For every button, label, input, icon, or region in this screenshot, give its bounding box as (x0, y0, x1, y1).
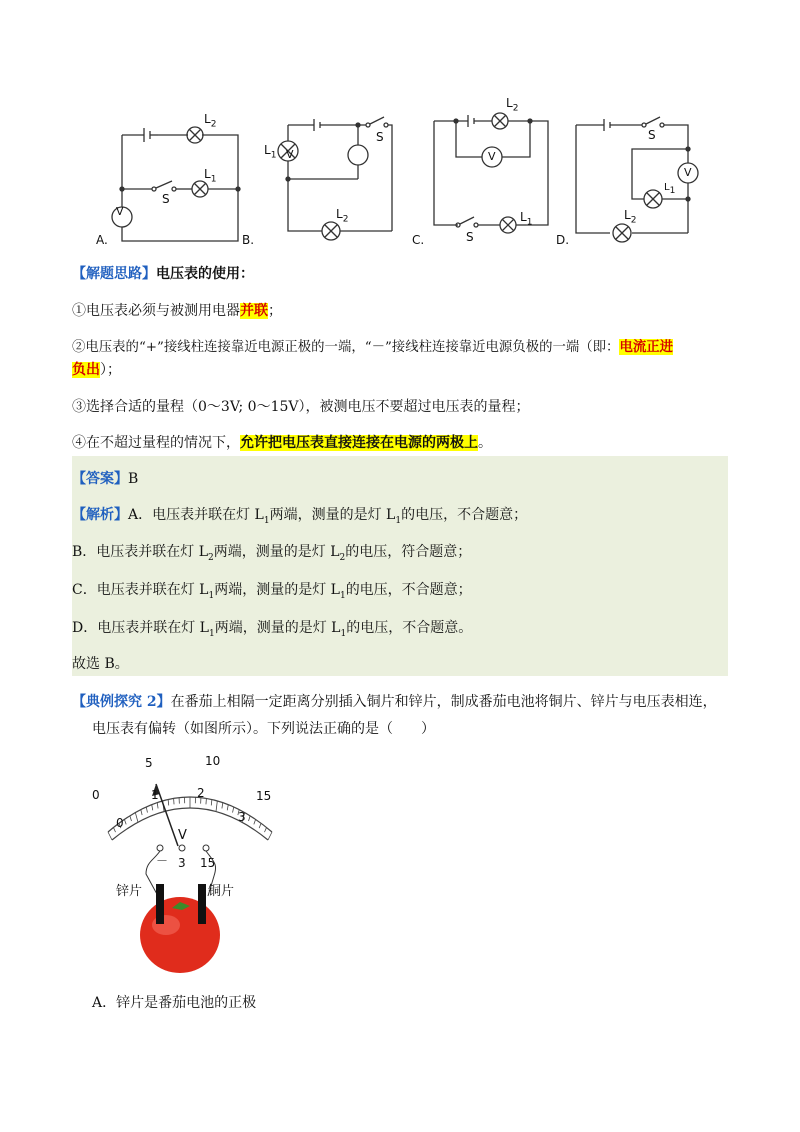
example-line-1: 【典例探究 2】在番茄上相隔一定距离分别插入铜片和锌片，制成番茄电池将铜片、锌片与电压表相连， (72, 694, 717, 710)
dial-tick (259, 823, 261, 828)
analysis-c: C．电压表并联在灯 $L_1$两端，测量的是灯 $L_1$的电压，不合题意； (72, 582, 472, 601)
dial-tick (233, 807, 234, 813)
lamp-l2-label-b: $L_2$ (336, 207, 349, 225)
switch-label-a: S (162, 192, 170, 206)
thinking-point-4: ④在不超过量程的情况下，允许把电压表直接连接在电源的两极上。 (72, 435, 492, 451)
lamp-l2-label-a: $L_2$ (204, 112, 217, 130)
thinking-point-2-cont: 负出）； (72, 362, 121, 378)
voltmeter-label-c: V (488, 150, 496, 163)
circuit-a (112, 127, 240, 241)
voltmeter-symbol: V (178, 828, 187, 843)
dial-tick (135, 813, 138, 823)
lamp-l1-label-d: $L_1$ (664, 182, 676, 196)
analysis-d: D．电压表并联在灯 $L_1$两端，测量的是灯 $L_1$的电压，不合题意。 (72, 620, 473, 639)
dial-lower-3: 3 (238, 810, 246, 824)
dial-tick (216, 801, 217, 812)
terminal-3: 3 (178, 856, 186, 870)
thinking-point-1: ①电压表必须与被测用电器并联； (72, 303, 282, 319)
zinc-label: 锌片 (116, 884, 143, 899)
dial-tick (141, 810, 142, 815)
circuit-b (278, 117, 392, 240)
circuit-d (576, 117, 698, 242)
option-label-c: C. (412, 233, 425, 247)
terminal-negative: － (156, 854, 169, 868)
answer-line: 【答案】B (72, 471, 139, 487)
dial-lower-0: 0 (116, 816, 124, 830)
dial-lower-1: 1 (151, 788, 159, 802)
lamp-l2-label-d: $L_2$ (624, 208, 637, 226)
dial-tick (108, 832, 112, 840)
copper-label: 铜片 (208, 884, 235, 899)
lamp-l1-label-c: $L_1$ (520, 210, 533, 228)
dial-tick (264, 827, 266, 832)
analysis-conclusion: 故选 B。 (72, 656, 129, 672)
option-label-d: D. (556, 233, 570, 247)
dial-tick (211, 799, 212, 805)
dial-upper-15: 15 (256, 789, 272, 803)
analysis-a: 【解析】A．电压表并联在灯 $L_1$两端，测量的是灯 $L_1$的电压，不合题意； (72, 507, 528, 526)
voltmeter-label-d: V (684, 166, 692, 179)
thinking-point-3: ③选择合适的量程（0～3V; 0～15V），被测电压不要超过电压表的量程； (72, 399, 530, 415)
thinking-heading: 【解题思路】电压表的使用： (72, 266, 254, 282)
dial-tick (152, 805, 153, 811)
dial-tick (124, 819, 126, 824)
lamp-l2-label-c: $L_2$ (506, 96, 519, 114)
switch-label-b: S (376, 130, 384, 144)
dial-tick (222, 803, 223, 809)
dial-tick (254, 819, 256, 824)
tomato-battery (110, 840, 260, 980)
dial-tick (168, 799, 169, 805)
dial-upper-0: 0 (92, 788, 100, 802)
circuit-diagrams (80, 95, 720, 255)
option-a: A．锌片是番茄电池的正极 (92, 995, 257, 1011)
voltmeter-label-b: V (286, 148, 294, 161)
dial-lower-2: 2 (197, 786, 205, 800)
dial-tick (146, 807, 147, 813)
example-line-2: 电压表有偏转（如图所示）。下列说法正确的是（ ） (92, 721, 435, 737)
dial-upper-10: 10 (205, 754, 221, 768)
analysis-b: B．电压表并联在灯 $L_2$两端，测量的是灯 $L_2$的电压，符合题意； (72, 544, 472, 563)
dial-upper-5: 5 (145, 756, 153, 770)
terminal-15: 15 (200, 856, 216, 870)
lamp-l1-label-a: $L_1$ (204, 167, 217, 185)
dial-tick (157, 803, 158, 809)
voltmeter-label-a: V (116, 205, 124, 218)
dial-tick (227, 805, 228, 811)
option-label-a: A. (96, 233, 108, 247)
dial-tick (268, 832, 272, 840)
switch-label-c: S (466, 230, 474, 244)
dial-tick (249, 816, 251, 821)
switch-label-d: S (648, 128, 656, 142)
dial-tick (130, 816, 132, 821)
thinking-point-2: ②电压表的“+”接线柱连接靠近电源正极的一端，“－”接线柱连接靠近电源负极的一端（即：电流正进 (72, 339, 674, 355)
lamp-l1-label-b: $L_1$ (264, 143, 277, 161)
option-label-b: B. (242, 233, 255, 247)
